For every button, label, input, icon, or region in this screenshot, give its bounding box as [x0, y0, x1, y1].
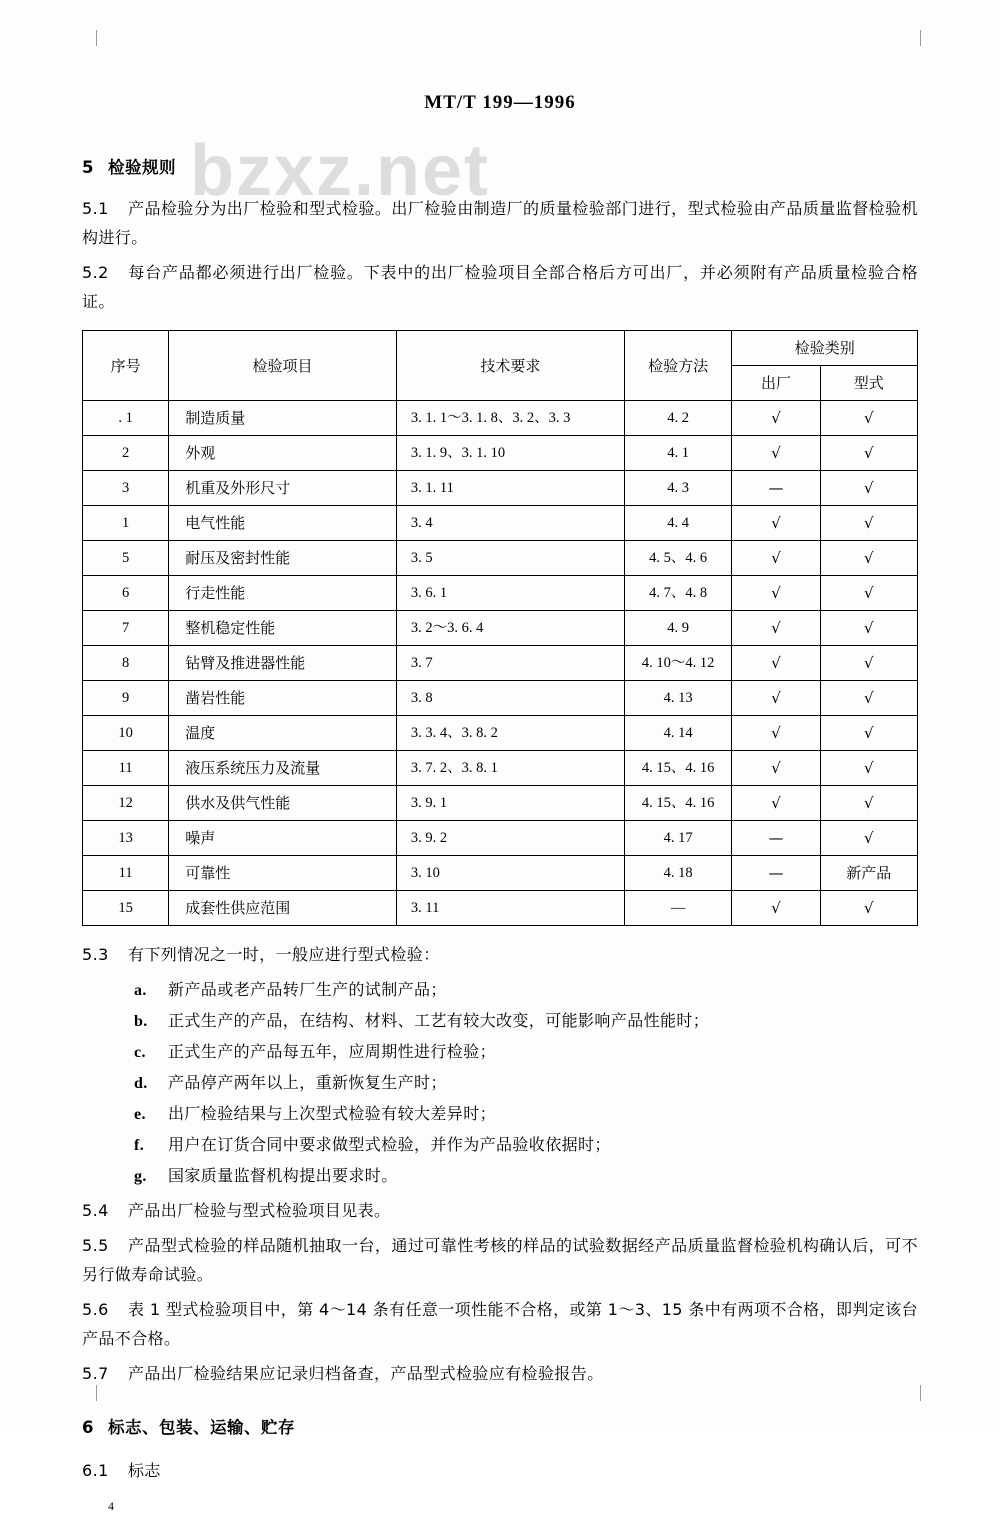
clause-5-2-text: 每台产品都必须进行出厂检验。下表中的出厂检验项目全部合格后方可出厂，并必须附有产品质量检验合格证。 — [82, 263, 918, 311]
cell-factory: √ — [732, 541, 820, 576]
cell-type: √ — [820, 716, 917, 751]
cell-item: 凿岩性能 — [169, 681, 397, 716]
cell-type: √ — [820, 576, 917, 611]
table-header-row-1 — [83, 331, 918, 366]
cell-factory: √ — [732, 576, 820, 611]
cell-type: 新产品 — [820, 856, 917, 891]
cell-method: 4. 18 — [624, 856, 732, 891]
cell-method: 4. 10～4. 12 — [624, 646, 732, 681]
list-marker: f. — [134, 1137, 145, 1154]
cell-requirement: 3. 5 — [396, 541, 624, 576]
cell-seq: 3 — [83, 471, 169, 506]
cell-factory: — — [732, 856, 820, 891]
clause-5-4-label: 5.4 — [82, 1201, 109, 1220]
cell-factory: √ — [732, 716, 820, 751]
cell-item: 外观 — [169, 436, 397, 471]
cell-seq: . 1 — [83, 401, 169, 436]
clause-5-1-text: 产品检验分为出厂检验和型式检验。出厂检验由制造厂的质量检验部门进行，型式检验由产品质量监督检验机构进行。 — [82, 199, 918, 247]
table-row — [83, 506, 918, 541]
cell-method: 4. 15、4. 16 — [624, 786, 732, 821]
clause-5-4-text: 产品出厂检验与型式检验项目见表。 — [128, 1201, 391, 1220]
cell-method: 4. 13 — [624, 681, 732, 716]
cell-method: — — [624, 891, 732, 926]
clause-5-5 — [82, 1231, 918, 1289]
cell-factory: √ — [732, 891, 820, 926]
clause-5-3-label: 5.3 — [82, 945, 109, 964]
cell-requirement: 3. 1. 9、3. 1. 10 — [396, 436, 624, 471]
list-item — [134, 1068, 918, 1099]
cell-type: √ — [820, 786, 917, 821]
clause-5-6 — [82, 1295, 918, 1353]
cell-requirement: 3. 7. 2、3. 8. 1 — [396, 751, 624, 786]
cell-factory: — — [732, 821, 820, 856]
col-header-type: 型式 — [820, 366, 917, 401]
clause-5-1 — [82, 194, 918, 252]
table-row — [83, 436, 918, 471]
cell-seq: 2 — [83, 436, 169, 471]
cell-method: 4. 5、4. 6 — [624, 541, 732, 576]
clause-6-1 — [82, 1456, 918, 1485]
cell-factory: — — [732, 471, 820, 506]
cell-type: √ — [820, 401, 917, 436]
cell-type: √ — [820, 506, 917, 541]
list-item — [134, 1099, 918, 1130]
list-item — [134, 1130, 918, 1161]
cell-seq: 8 — [83, 646, 169, 681]
cell-factory: √ — [732, 786, 820, 821]
cell-method: 4. 7、4. 8 — [624, 576, 732, 611]
cell-seq: 12 — [83, 786, 169, 821]
cell-requirement: 3. 2～3. 6. 4 — [396, 611, 624, 646]
cell-method: 4. 1 — [624, 436, 732, 471]
cell-item: 制造质量 — [169, 401, 397, 436]
list-marker: b. — [134, 1013, 148, 1030]
table-row — [83, 541, 918, 576]
cell-type: √ — [820, 751, 917, 786]
section-title-5: 检验规则 — [107, 158, 176, 177]
list-item — [134, 975, 918, 1006]
cell-item: 耐压及密封性能 — [169, 541, 397, 576]
condition-list — [82, 975, 918, 1192]
cell-factory: √ — [732, 681, 820, 716]
cell-item: 电气性能 — [169, 506, 397, 541]
cell-requirement: 3. 1. 1～3. 1. 8、3. 2、3. 3 — [396, 401, 624, 436]
table-row — [83, 716, 918, 751]
cell-type: √ — [820, 681, 917, 716]
cell-item: 温度 — [169, 716, 397, 751]
table-row — [83, 576, 918, 611]
cell-type: √ — [820, 436, 917, 471]
list-item-text: 新产品或老产品转厂生产的试制产品； — [168, 980, 447, 999]
list-item-text: 产品停产两年以上，重新恢复生产时； — [168, 1073, 447, 1092]
cell-seq: 7 — [83, 611, 169, 646]
clause-5-6-text: 表 1 型式检验项目中，第 4～14 条有任意一项性能不合格，或第 1～3、15 条中有两项不合格，即判定该台产品不合格。 — [82, 1300, 918, 1348]
cell-seq: 11 — [83, 856, 169, 891]
list-item-text: 正式生产的产品每五年，应周期性进行检验； — [168, 1042, 497, 1061]
page-title: MT/T 199—1996 — [424, 92, 576, 113]
cell-item: 整机稳定性能 — [169, 611, 397, 646]
list-item-text: 出厂检验结果与上次型式检验有较大差异时； — [168, 1104, 497, 1123]
page-sheet — [60, 20, 940, 1513]
list-marker: e. — [134, 1106, 146, 1123]
clause-5-3 — [82, 940, 918, 969]
clause-5-7-text: 产品出厂检验结果应记录归档备查，产品型式检验应有检验报告。 — [128, 1364, 604, 1383]
col-header-factory: 出厂 — [732, 366, 820, 401]
cell-item: 噪声 — [169, 821, 397, 856]
list-item — [134, 1037, 918, 1068]
cell-requirement: 3. 1. 11 — [396, 471, 624, 506]
col-header-seq: 序号 — [83, 331, 169, 401]
table-row — [83, 681, 918, 716]
clause-5-2-label: 5.2 — [82, 263, 109, 282]
list-marker: g. — [134, 1168, 147, 1185]
clause-5-1-label: 5.1 — [82, 199, 109, 218]
clause-6-1-label: 6.1 — [82, 1461, 109, 1480]
cell-item: 钻臂及推进器性能 — [169, 646, 397, 681]
clause-5-4 — [82, 1196, 918, 1225]
clause-5-7-label: 5.7 — [82, 1364, 109, 1383]
cell-factory: √ — [732, 401, 820, 436]
cell-item: 行走性能 — [169, 576, 397, 611]
table-row — [83, 611, 918, 646]
cell-method: 4. 4 — [624, 506, 732, 541]
cell-method: 4. 15、4. 16 — [624, 751, 732, 786]
col-header-requirement: 技术要求 — [396, 331, 624, 401]
cell-factory: √ — [732, 751, 820, 786]
cell-seq: 9 — [83, 681, 169, 716]
clause-5-3-text: 有下列情况之一时，一般应进行型式检验： — [128, 945, 440, 964]
table-row — [83, 891, 918, 926]
page-number: 4 — [108, 1499, 114, 1513]
section-heading-5 — [82, 154, 918, 178]
table-head — [83, 331, 918, 401]
inspection-table — [82, 330, 918, 926]
cell-method: 4. 14 — [624, 716, 732, 751]
table-row — [83, 646, 918, 681]
table-row — [83, 471, 918, 506]
cell-method: 4. 17 — [624, 821, 732, 856]
list-marker: a. — [134, 982, 147, 999]
cell-requirement: 3. 6. 1 — [396, 576, 624, 611]
cell-factory: √ — [732, 646, 820, 681]
cell-type: √ — [820, 541, 917, 576]
section-number-6: 6 — [82, 1418, 94, 1437]
cell-type: √ — [820, 646, 917, 681]
cell-seq: 13 — [83, 821, 169, 856]
cell-factory: √ — [732, 436, 820, 471]
cell-seq: 10 — [83, 716, 169, 751]
cell-requirement: 3. 4 — [396, 506, 624, 541]
cell-seq: 15 — [83, 891, 169, 926]
table-row — [83, 856, 918, 891]
cell-seq: 6 — [83, 576, 169, 611]
cell-requirement: 3. 7 — [396, 646, 624, 681]
cell-seq: 1 — [83, 506, 169, 541]
cell-method: 4. 3 — [624, 471, 732, 506]
clause-5-5-text: 产品型式检验的样品随机抽取一台，通过可靠性考核的样品的试验数据经产品质量监督检验机构确认后，可不另行做寿命试验。 — [82, 1236, 918, 1284]
cell-requirement: 3. 8 — [396, 681, 624, 716]
cell-requirement: 3. 9. 2 — [396, 821, 624, 856]
table-row — [83, 786, 918, 821]
clause-6-1-text: 标志 — [128, 1461, 161, 1480]
cell-item: 成套性供应范围 — [169, 891, 397, 926]
col-header-item: 检验项目 — [169, 331, 397, 401]
list-marker: d. — [134, 1075, 148, 1092]
cell-requirement: 3. 11 — [396, 891, 624, 926]
col-header-method: 检验方法 — [624, 331, 732, 401]
watermark-text: bzxz.net — [190, 131, 491, 211]
clause-5-6-label: 5.6 — [82, 1300, 109, 1319]
cell-seq: 5 — [83, 541, 169, 576]
clause-5-7 — [82, 1359, 918, 1388]
cell-item: 可靠性 — [169, 856, 397, 891]
cell-requirement: 3. 10 — [396, 856, 624, 891]
document-content — [60, 154, 940, 1514]
clause-5-2 — [82, 258, 918, 316]
cell-seq: 11 — [83, 751, 169, 786]
cell-requirement: 3. 9. 1 — [396, 786, 624, 821]
cell-type: √ — [820, 891, 917, 926]
list-item-text: 正式生产的产品，在结构、材料、工艺有较大改变，可能影响产品性能时； — [168, 1011, 710, 1030]
table-row — [83, 751, 918, 786]
list-item-text: 国家质量监督机构提出要求时。 — [168, 1166, 398, 1185]
table-body — [83, 401, 918, 926]
list-marker: c. — [134, 1044, 146, 1061]
cell-type: √ — [820, 611, 917, 646]
list-item — [134, 1161, 918, 1192]
section-number-5: 5 — [82, 158, 94, 177]
col-header-category: 检验类别 — [732, 331, 918, 366]
table-row — [83, 821, 918, 856]
cell-method: 4. 9 — [624, 611, 732, 646]
list-item — [134, 1006, 918, 1037]
clause-5-5-label: 5.5 — [82, 1236, 109, 1255]
cell-method: 4. 2 — [624, 401, 732, 436]
cell-requirement: 3. 3. 4、3. 8. 2 — [396, 716, 624, 751]
cell-factory: √ — [732, 506, 820, 541]
cell-item: 机重及外形尺寸 — [169, 471, 397, 506]
cell-item: 液压系统压力及流量 — [169, 751, 397, 786]
table-row — [83, 401, 918, 436]
section-heading-6 — [82, 1414, 918, 1438]
section-title-6: 标志、包装、运输、贮存 — [107, 1418, 295, 1437]
list-item-text: 用户在订货合同中要求做型式检验，并作为产品验收依据时； — [168, 1135, 611, 1154]
cell-type: √ — [820, 471, 917, 506]
cell-factory: √ — [732, 611, 820, 646]
cell-type: √ — [820, 821, 917, 856]
cell-item: 供水及供气性能 — [169, 786, 397, 821]
